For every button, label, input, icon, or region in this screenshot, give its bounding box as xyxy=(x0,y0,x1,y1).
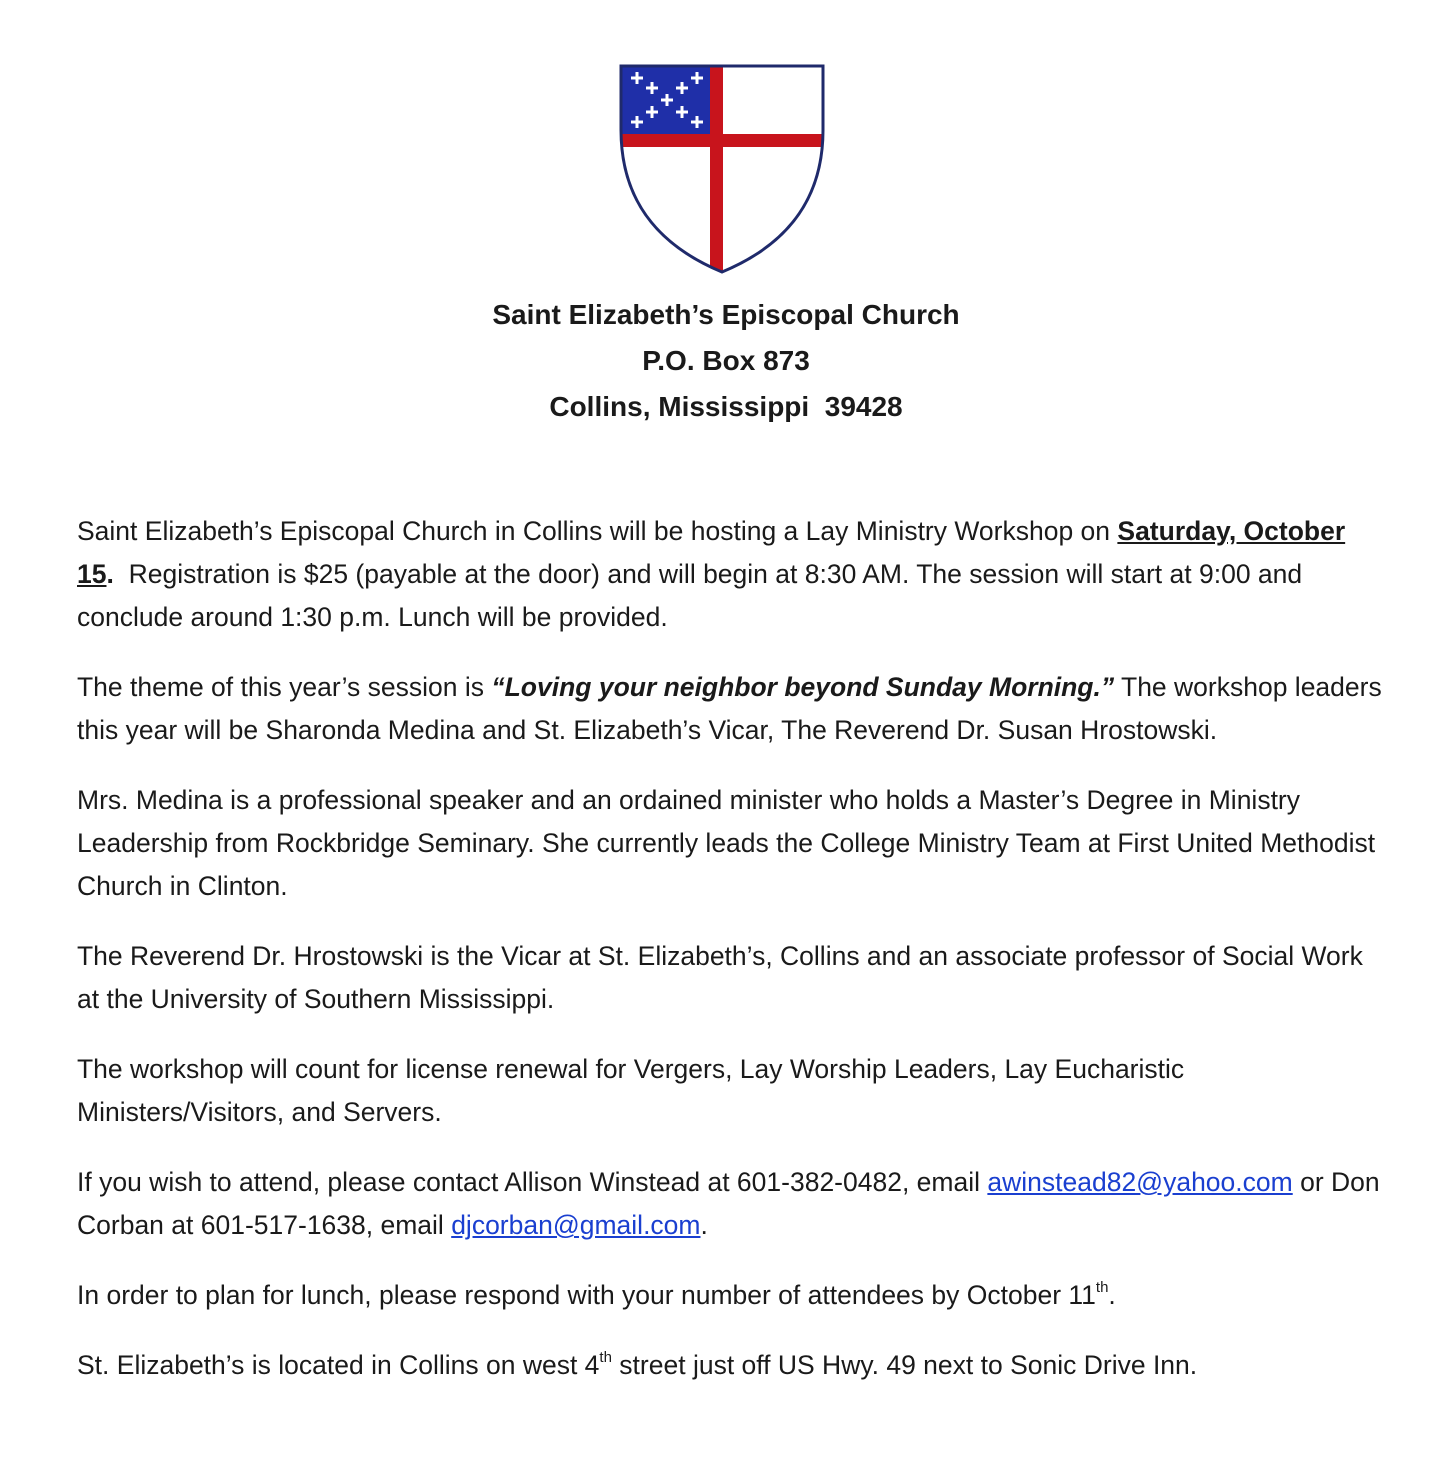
po-box: P.O. Box 873 xyxy=(642,345,810,376)
location-text-1: St. Elizabeth’s is located in Collins on west 4 xyxy=(77,1350,600,1380)
email-link-awinstead[interactable]: awinstead82@yahoo.com xyxy=(987,1167,1293,1197)
paragraph-hrostowski-bio: The Reverend Dr. Hrostowski is the Vicar at St. Elizabeth’s, Collins and an associate professor of Social Work at the University of Southern Mississippi. xyxy=(77,941,1363,1014)
theme-intro-text: The theme of this year’s session is xyxy=(77,672,492,702)
paragraph-theme xyxy=(77,666,1387,752)
contact-text-3: . xyxy=(700,1210,708,1240)
contact-text-1: If you wish to attend, please contact Allison Winstead at 601-382-0482, email xyxy=(77,1167,988,1197)
paragraph-workshop-details xyxy=(77,510,1387,639)
paragraph-license-renewal: The workshop will count for license renewal for Vergers, Lay Worship Leaders, Lay Eucharistic Ministers/Visitors, and Servers. xyxy=(77,1054,1185,1127)
paragraph-contact xyxy=(77,1161,1387,1247)
shield-cross-vertical xyxy=(710,60,723,278)
paragraph-medina-bio: Mrs. Medina is a professional speaker and an ordained minister who holds a Master’s Degree in Ministry Leadership from Rockbridge Seminary. She currently leads the College Ministry Team at First United Methodist Church in Clinton. xyxy=(77,785,1376,901)
city-state-zip: Collins, Mississippi 39428 xyxy=(549,391,903,422)
location-text-2: street just off US Hwy. 49 next to Sonic Drive Inn. xyxy=(611,1350,1198,1380)
location-ordinal: th xyxy=(599,1349,612,1366)
church-header xyxy=(0,292,1452,430)
paragraph-rsvp xyxy=(77,1274,1387,1317)
shield-cross-horizontal xyxy=(615,134,829,147)
paragraph-location xyxy=(77,1344,1387,1387)
announcement-body xyxy=(77,510,1387,1414)
theme-leaders-text: The workshop leaders this year will be Sharonda Medina and St. Elizabeth’s Vicar, The Reverend Dr. Susan Hrostowski. xyxy=(77,672,1382,745)
workshop-date-period: . xyxy=(106,559,114,589)
workshop-date: Saturday, October 15 xyxy=(77,516,1346,589)
theme-title: “Loving your neighbor beyond Sunday Morning.” xyxy=(491,672,1115,702)
rsvp-period: . xyxy=(1108,1280,1116,1310)
rsvp-ordinal: th xyxy=(1095,1279,1109,1296)
episcopal-shield-icon xyxy=(615,60,829,278)
church-name: Saint Elizabeth’s Episcopal Church xyxy=(492,299,960,330)
contact-text-2: or Don Corban at 601-517-1638, email xyxy=(77,1167,1380,1240)
workshop-registration-text: Registration is $25 (payable at the door) and will begin at 8:30 AM. The session will start at 9:00 and conclude around 1:30 p.m. Lunch will be provided. xyxy=(77,559,1310,632)
email-link-djcorban[interactable]: djcorban@gmail.com xyxy=(451,1210,701,1240)
workshop-intro-text: Saint Elizabeth’s Episcopal Church in Collins will be hosting a Lay Ministry Workshop on xyxy=(77,516,1118,546)
rsvp-text: In order to plan for lunch, please respond with your number of attendees by October 11 xyxy=(77,1280,1096,1310)
